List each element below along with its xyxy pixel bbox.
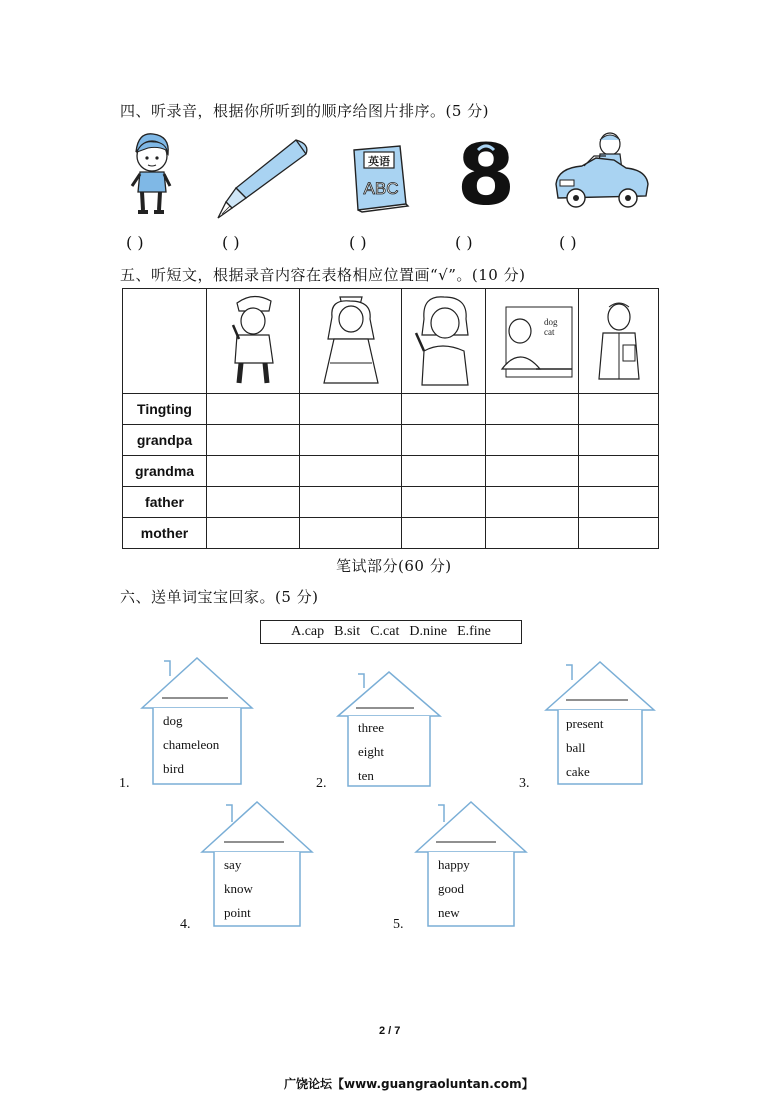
row-label-tingting: Tingting xyxy=(123,394,207,425)
answer-cell[interactable] xyxy=(402,487,486,518)
book-letters: ABC xyxy=(363,179,399,198)
house-3-word-3: cake xyxy=(566,764,590,779)
house-2 xyxy=(336,670,442,790)
option-a: A.cap xyxy=(291,624,325,639)
answer-cell[interactable] xyxy=(486,518,579,549)
answer-cell[interactable] xyxy=(300,518,402,549)
house-3-number: 3. xyxy=(519,776,530,791)
word-options-box xyxy=(260,620,522,644)
answer-cell[interactable] xyxy=(486,456,579,487)
house-4 xyxy=(200,800,314,930)
section-5-title: 五、听短文，根据录音内容在表格相应位置画“√”。(10 分) xyxy=(120,266,526,284)
nurse-icon xyxy=(300,289,402,389)
answer-paren-5[interactable]: ( ) xyxy=(559,233,577,252)
row-label-mother: mother xyxy=(123,518,207,549)
answer-table xyxy=(122,288,659,549)
answer-cell[interactable] xyxy=(579,487,659,518)
answer-cell[interactable] xyxy=(486,394,579,425)
answer-cell[interactable] xyxy=(300,487,402,518)
house-5-word-1: happy xyxy=(438,857,470,872)
house-4-word-2: know xyxy=(224,881,253,896)
option-e: E.fine xyxy=(457,624,491,639)
answer-cell[interactable] xyxy=(486,487,579,518)
answer-paren-4[interactable]: ( ) xyxy=(455,233,473,252)
answer-cell[interactable] xyxy=(300,425,402,456)
house-4-word-3: point xyxy=(224,905,251,920)
house-4-word-1: say xyxy=(224,857,242,872)
house-3-word-2: ball xyxy=(566,740,586,755)
boy-icon xyxy=(128,130,174,220)
answer-cell[interactable] xyxy=(579,518,659,549)
house-3 xyxy=(544,660,656,788)
house-1-number: 1. xyxy=(119,776,130,791)
house-2-word-2: eight xyxy=(358,744,384,759)
page-number: 2 / 7 xyxy=(379,1025,401,1037)
option-c: C.cat xyxy=(370,624,400,639)
section-6-title: 六、送单词宝宝回家。(5 分) xyxy=(120,588,319,606)
digit-eight: 8 xyxy=(456,126,516,224)
answer-cell[interactable] xyxy=(579,394,659,425)
house-5 xyxy=(414,800,528,930)
answer-cell[interactable] xyxy=(207,456,300,487)
house-1 xyxy=(140,656,254,786)
answer-paren-3[interactable]: ( ) xyxy=(349,233,367,252)
answer-cell[interactable] xyxy=(207,394,300,425)
house-icon xyxy=(200,800,314,930)
house-icon xyxy=(336,670,442,790)
house-5-word-3: new xyxy=(438,905,460,920)
answer-cell[interactable] xyxy=(300,456,402,487)
english-book-icon xyxy=(350,144,410,214)
answer-cell[interactable] xyxy=(579,425,659,456)
answer-cell[interactable] xyxy=(579,456,659,487)
house-1-word-2: chameleon xyxy=(163,737,220,752)
woman-icon xyxy=(402,289,486,389)
written-part-title: 笔试部分(60 分) xyxy=(336,557,452,575)
footer-site: 广饶论坛【www.guangraoluntan.com】 xyxy=(284,1077,534,1091)
pen-icon xyxy=(212,136,312,222)
section-4-title: 四、听录音，根据你所听到的顺序给图片排序。(5 分) xyxy=(120,102,490,120)
column-woman xyxy=(402,289,486,394)
answer-cell[interactable] xyxy=(486,425,579,456)
answer-cell[interactable] xyxy=(402,518,486,549)
row-label-grandpa: grandpa xyxy=(123,425,207,456)
answer-cell[interactable] xyxy=(402,425,486,456)
book-label: 英语 xyxy=(368,155,390,168)
row-label-father: father xyxy=(123,487,207,518)
house-3-word-1: present xyxy=(566,716,604,731)
house-icon xyxy=(414,800,528,930)
board-word-cat: cat xyxy=(544,327,555,337)
doctor-icon xyxy=(579,289,659,389)
answer-cell[interactable] xyxy=(207,487,300,518)
house-5-word-2: good xyxy=(438,881,464,896)
board-word-dog: dog xyxy=(544,317,558,327)
answer-cell[interactable] xyxy=(402,394,486,425)
answer-cell[interactable] xyxy=(207,518,300,549)
column-teacher xyxy=(486,289,579,394)
answer-cell[interactable] xyxy=(207,425,300,456)
option-b: B.sit xyxy=(334,624,361,639)
column-doctor xyxy=(579,289,659,394)
house-2-word-1: three xyxy=(358,720,384,735)
column-nurse xyxy=(300,289,402,394)
answer-cell[interactable] xyxy=(300,394,402,425)
corner-cell xyxy=(123,289,207,394)
house-1-word-1: dog xyxy=(163,713,183,728)
house-4-number: 4. xyxy=(180,917,191,932)
car-icon xyxy=(552,130,652,216)
answer-cell[interactable] xyxy=(402,456,486,487)
house-5-number: 5. xyxy=(393,917,404,932)
house-1-word-3: bird xyxy=(163,761,184,776)
column-police-officer xyxy=(207,289,300,394)
house-2-word-3: ten xyxy=(358,768,374,783)
police-officer-icon xyxy=(207,289,300,389)
row-label-grandma: grandma xyxy=(123,456,207,487)
teacher-icon xyxy=(486,289,579,389)
house-2-number: 2. xyxy=(316,776,327,791)
option-d: D.nine xyxy=(409,624,448,639)
number-eight-icon xyxy=(456,126,516,224)
answer-paren-1[interactable]: ( ) xyxy=(126,233,144,252)
answer-paren-2[interactable]: ( ) xyxy=(222,233,240,252)
